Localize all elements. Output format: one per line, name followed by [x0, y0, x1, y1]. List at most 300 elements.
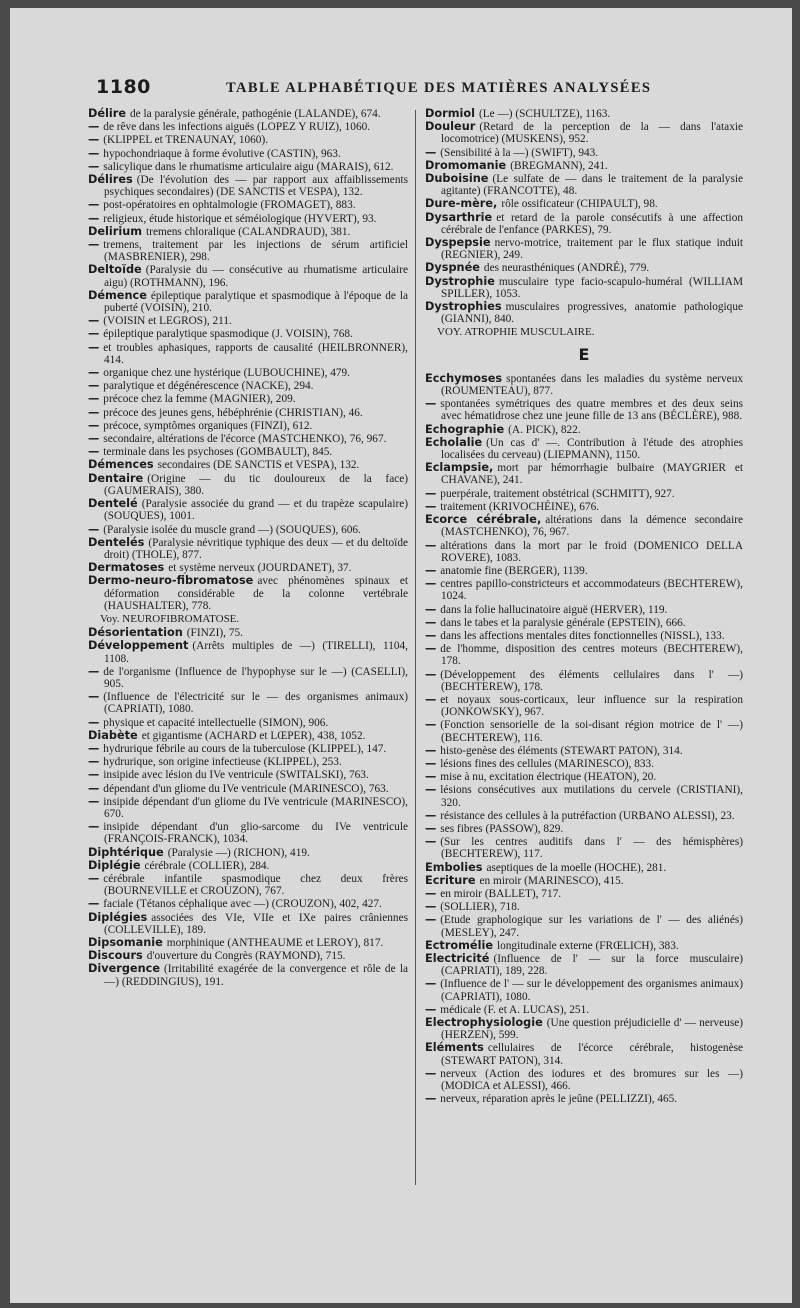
entry-headword: — — [425, 743, 437, 757]
index-entry — [88, 912, 408, 936]
index-entry — [88, 420, 408, 432]
index-entry — [88, 108, 408, 120]
entry-text: (Un cas d' —. Contribution à l'étude des atrophies localisées du cerveau) (LIEPMANN), 1150. — [441, 436, 743, 462]
entry-headword: — — [88, 445, 100, 459]
entry-headword: — — [88, 159, 100, 173]
entry-text: insipide dépendant d'un glio-sarcome du IVe ventricule (FRANÇOIS-FRANCK), 1034. — [103, 821, 408, 846]
entry-headword: Diphtérique — [88, 845, 164, 859]
entry-headword: — — [88, 897, 100, 911]
entry-text: (SOLLIER), 718. — [440, 901, 520, 914]
entry-text: dans la folie hallucinatoire aiguë (HERVER), 119. — [440, 603, 668, 616]
index-entry — [88, 226, 408, 238]
entry-text: musculaire type facio-scapulo-huméral (WILLIAM SPILLER), 1053. — [441, 275, 743, 300]
entry-text: salicylique dans le rhumatisme articulaire aigu (MARAIS), 612. — [103, 160, 394, 173]
entry-headword: Dure-mère, — [425, 197, 498, 211]
entry-text: nerveux (Action des iodures et des bromures sur les —) (MODICA et ALESSI), 466. — [440, 1067, 743, 1093]
index-entry — [88, 575, 408, 612]
entry-headword: — — [88, 379, 100, 393]
index-entry — [425, 940, 743, 952]
entry-text: précoce chez la femme (MAGNIER), 209. — [103, 393, 296, 406]
entry-text: spontanées dans les maladies du système nerveux (ROUMENTEAU), 877. — [441, 372, 743, 398]
entry-text: cérébrale infantile spasmodique chez deux frères (BOURNEVILLE et CROUZON), 767. — [103, 872, 408, 898]
entry-headword: Divergence — [88, 962, 160, 976]
entry-text: (BREGMANN), 241. — [510, 159, 608, 172]
entry-headword: Douleur — [425, 120, 476, 134]
entry-headword: — — [425, 756, 437, 770]
entry-text: de l'homme, disposition des centres moteurs (BECHTEREW), 178. — [440, 643, 743, 668]
index-entry — [425, 978, 743, 1002]
index-entry — [425, 462, 743, 486]
index-entry — [425, 810, 743, 822]
entry-headword: Echolalie — [425, 435, 483, 449]
index-entry — [88, 367, 408, 379]
entry-text: altérations dans la mort par le froid (DOMENICO DELLA ROVERE), 1083. — [440, 539, 743, 564]
entry-text: et retard de la parole consécutifs à une affection cérébrale de l'enfance (PARKES), 79. — [441, 211, 743, 236]
index-entry — [425, 514, 743, 538]
index-entry — [88, 537, 408, 561]
entry-text: mise à nu, excitation électrique (HEATON), 20. — [440, 771, 657, 784]
entry-text: (Paralysie —) (RICHON), 419. — [167, 846, 310, 859]
entry-headword: Ecriture — [425, 873, 476, 887]
entry-headword: Développement — [88, 639, 189, 653]
entry-text: (Sur les centres auditifs dans l' — des hémisphères) (BECHTEREW), 117. — [440, 836, 743, 861]
index-entry — [425, 862, 743, 874]
index-entry — [88, 342, 408, 366]
entry-text: cérébrale (COLLIER), 284. — [144, 859, 270, 872]
entry-text: de l'organisme (Influence de l'hypophyse sur le —) (CASELLI), 905. — [103, 665, 408, 690]
index-entry — [425, 108, 743, 120]
entry-text: tremens, traitement par les injections de sérum artificiel (MASBRENIER), 298. — [103, 239, 408, 264]
index-entry — [425, 398, 743, 422]
entry-headword: — — [425, 667, 437, 681]
entry-headword: Démences — [88, 458, 154, 472]
entry-headword: — — [88, 781, 100, 795]
entry-text: hypochondriaque à forme évolutive (CASTIN), 963. — [103, 147, 341, 160]
entry-headword: Diplégie — [88, 858, 141, 872]
index-entry — [88, 796, 408, 820]
index-entry — [425, 488, 743, 500]
entry-text: de la paralysie générale, pathogénie (LALANDE), 674. — [130, 108, 381, 120]
entry-text: aseptiques de la moelle (HOCHE), 281. — [486, 861, 667, 874]
entry-headword: — — [88, 211, 100, 225]
index-entry — [425, 1068, 743, 1092]
entry-text: dans le tabes et la paralysie générale (EPSTEIN), 666. — [440, 616, 686, 629]
index-entry — [88, 860, 408, 872]
entry-text: d'ouverture du Congrès (RAYMOND), 715. — [146, 950, 346, 963]
index-entry — [425, 1093, 743, 1105]
entry-text: lésions consécutives aux mutilations du cervele (CRISTIANI), 320. — [440, 784, 743, 809]
entry-headword: Discours — [88, 949, 143, 963]
index-entry — [88, 963, 408, 987]
entry-headword: Deltoïde — [88, 263, 142, 277]
entry-headword: Délires — [88, 173, 133, 187]
entry-headword: Démence — [88, 288, 147, 302]
entry-text: épileptique paralytique et spasmodique à l'époque de la puberté (VOISIN), 210. — [104, 289, 408, 315]
entry-headword: — — [425, 538, 437, 552]
index-entry — [88, 873, 408, 897]
index-entry — [88, 498, 408, 522]
index-entry — [88, 213, 408, 225]
entry-headword: — — [425, 886, 437, 900]
index-entry — [88, 473, 408, 497]
entry-text: (Fonction sensorielle de la soi-disant région motrice de l' —) (BECHTEREW), 116. — [440, 719, 743, 744]
index-entry — [425, 719, 743, 743]
entry-text: spontanées symétriques des quatre membres et des deux seins avec hématidrose chez une jeune fille de 13 ans (BÉCLÈRE), 988. — [440, 398, 743, 423]
entry-text: en miroir (MARINESCO), 415. — [479, 874, 624, 887]
entry-headword: Dipsomanie — [88, 936, 163, 949]
index-entry — [88, 717, 408, 729]
index-entry — [88, 393, 408, 405]
index-entry — [88, 937, 408, 949]
entry-headword: — — [88, 314, 100, 328]
entry-headword: Dermo-neuro-fibromatose — [88, 574, 254, 588]
entry-text: (De l'évolution des — par rapport aux affaiblissements psychiques secondaires) (DE SANCTIS et VESPA), 132. — [104, 174, 408, 199]
index-entry — [88, 847, 408, 859]
index-entry — [425, 373, 743, 397]
index-entry — [425, 604, 743, 616]
index-entry — [425, 953, 743, 977]
entry-headword: — — [425, 1066, 437, 1080]
index-entry — [88, 950, 408, 962]
entry-text: et noyaux sous-corticaux, leur influence sur la respiration (JONKOWSKY), 967. — [440, 693, 743, 719]
entry-headword: — — [425, 499, 437, 513]
entry-headword: — — [425, 397, 437, 411]
entry-headword: Electricité — [425, 952, 490, 965]
entry-headword: Dentelés — [88, 535, 145, 549]
entry-text: (Influence de l' — sur le développement des organismes animaux) (CAPRIATI), 1080. — [440, 978, 743, 1003]
index-entry — [425, 694, 743, 718]
entry-headword: Diabète — [88, 728, 138, 742]
entry-headword: — — [88, 405, 100, 419]
entry-headword: Dyspepsie — [425, 236, 491, 250]
index-entry — [425, 301, 743, 325]
index-entry — [425, 1004, 743, 1016]
index-entry — [425, 121, 743, 145]
entry-text: cellulaires de l'écorce cérébrale, histogenèse (STEWART PATON), 314. — [441, 1042, 743, 1067]
entry-text: insipide dépendant d'un gliome du IVe ventricule (MARINESCO), 670. — [103, 795, 408, 820]
entry-text: résistance des cellules à la putréfaction (URBANO ALESSI), 23. — [440, 809, 735, 822]
entry-headword: — — [88, 133, 100, 147]
entry-headword: — — [425, 577, 437, 591]
entry-headword: — — [425, 1002, 437, 1016]
entry-headword: Ecchymoses — [425, 371, 503, 385]
entry-headword: — — [88, 198, 100, 212]
entry-text: hydrurique, son origine infectieuse (KLIPPEL), 253. — [103, 756, 342, 769]
entry-headword: Delirium — [88, 224, 143, 238]
entry-headword: — — [88, 755, 100, 769]
entry-text: (Paralysie du — consécutive au rhumatisme articulaire aigu) (ROTHMANN), 196. — [104, 264, 408, 289]
index-entry — [88, 691, 408, 715]
index-entry — [425, 160, 743, 172]
entry-text: (Paralysie névritique typhique des deux — et du deltoïde droit) (THOLE), 877. — [104, 536, 408, 561]
entry-text: (Etude graphologique sur les variations de l' — des aliénés) (MESLEY), 247. — [440, 914, 743, 939]
index-entry — [88, 407, 408, 419]
entry-text: (Paralysie associée du grand — et du trapèze scapulaire) (SOUQUES), 1001. — [104, 498, 408, 523]
index-entry — [88, 783, 408, 795]
entry-headword: — — [425, 486, 437, 500]
entry-text: post-opératoires en ophtalmologie (FROMAGET), 883. — [103, 199, 356, 212]
index-entry — [88, 199, 408, 211]
entry-headword: — — [425, 642, 437, 656]
entry-text: (FINZI), 75. — [186, 627, 243, 640]
entry-headword: — — [88, 418, 100, 432]
entry-headword: Dentelé — [88, 497, 138, 511]
entry-text: (Irritabilité exagérée de la convergence et rôle de la —) (REDDINGIUS), 191. — [104, 963, 408, 988]
entry-text: dépendant d'un gliome du IVe ventricule (MARINESCO), 763. — [103, 782, 389, 795]
entry-headword: — — [425, 602, 437, 616]
entry-headword: — — [88, 340, 100, 354]
entry-text: (Sensibilité à la —) (SWIFT), 943. — [440, 146, 599, 159]
index-entry — [425, 823, 743, 835]
index-entry — [425, 212, 743, 236]
entry-text: et troubles aphasiques, rapports de causalité (HEILBRONNER), 414. — [103, 341, 408, 366]
running-title: TABLE ALPHABÉTIQUE DES MATIÈRES ANALYSÉES — [226, 80, 652, 96]
index-entry — [425, 424, 743, 436]
entry-headword: Ecorce cérébrale, — [425, 513, 542, 527]
index-entry — [88, 769, 408, 781]
index-entry — [425, 669, 743, 693]
index-entry — [425, 1042, 743, 1066]
index-entry — [88, 524, 408, 536]
entry-headword: — — [425, 615, 437, 629]
index-entry — [88, 239, 408, 263]
cross-reference: VOY. ATROPHIE MUSCULAIRE. — [437, 326, 595, 339]
entry-text: terminale dans les psychoses (GOMBAULT), 845. — [103, 446, 333, 459]
entry-headword: Eléments — [425, 1041, 484, 1055]
entry-text: secondaires (DE SANCTIS et VESPA), 132. — [157, 459, 360, 472]
entry-text: anatomie fine (BERGER), 1139. — [440, 564, 588, 577]
entry-headword: Délire — [88, 107, 127, 120]
entry-headword: — — [88, 715, 100, 729]
entry-headword: — — [425, 718, 437, 732]
entry-headword: — — [425, 821, 437, 835]
index-entry — [425, 888, 743, 900]
entry-headword: — — [88, 820, 100, 834]
entry-text: (Le —) (SCHULTZE), 1163. — [479, 108, 611, 120]
index-entry — [425, 617, 743, 629]
entry-text: (Influence de l'électricité sur le — des organismes animaux) (CAPRIATI), 1080. — [103, 691, 408, 716]
entry-text: (A. PICK), 822. — [508, 423, 581, 436]
page-header — [96, 76, 756, 104]
entry-headword: — — [425, 808, 437, 822]
entry-text: (Origine — du tic douloureux de la face) (GAUMERAIS), 380. — [104, 472, 408, 497]
entry-text: (Arrêts multiples de —) (TIRELLI), 1104, 1108. — [104, 640, 408, 665]
entry-headword: — — [88, 432, 100, 446]
index-entry — [425, 578, 743, 602]
index-entry — [425, 565, 743, 577]
index-entry — [88, 121, 408, 133]
index-entry — [425, 914, 743, 938]
index-entry — [88, 380, 408, 392]
entry-headword: Dromomanie — [425, 158, 507, 172]
index-entry — [88, 756, 408, 768]
index-entry — [88, 134, 408, 146]
entry-text: dans les affections mentales dites fonctionnelles (NISSL), 133. — [440, 629, 725, 642]
entry-text: précoce des jeunes gens, hébéphrénie (CHRISTIAN), 46. — [103, 406, 363, 419]
index-entry — [425, 630, 743, 642]
entry-headword: — — [425, 770, 437, 784]
entry-headword: — — [88, 366, 100, 380]
entry-headword: — — [425, 977, 437, 991]
entry-headword: — — [425, 913, 437, 927]
index-entry — [88, 666, 408, 690]
entry-text: lésions fines des cellules (MARINESCO), 833. — [440, 757, 654, 770]
entry-text: des neurasthéniques (ANDRÉ), 779. — [483, 262, 650, 275]
entry-text: organique chez une hystérique (LUBOUCHINE), 479. — [103, 367, 350, 380]
index-entry — [88, 174, 408, 198]
entry-headword: — — [425, 1092, 437, 1106]
page-number: 1180 — [96, 76, 151, 98]
index-entry — [88, 264, 408, 288]
entry-headword: — — [425, 628, 437, 642]
entry-headword: — — [88, 522, 100, 536]
entry-headword: Dystrophies — [425, 300, 502, 314]
entry-text: en miroir (BALLET), 717. — [440, 887, 562, 900]
index-entry — [425, 147, 743, 159]
entry-text: centres papillo-constricteurs et accommodateurs (BECHTEREW), 1024. — [440, 578, 743, 603]
entry-headword: — — [425, 563, 437, 577]
entry-text: histo-genèse des éléments (STEWART PATON), 314. — [440, 744, 683, 757]
entry-text: morphinique (ANTHEAUME et LEROY), 817. — [166, 937, 384, 949]
entry-headword: — — [425, 692, 437, 706]
entry-headword: — — [88, 741, 100, 755]
entry-text: physique et capacité intellectuelle (SIMON), 906. — [103, 716, 329, 729]
entry-headword: — — [425, 835, 437, 849]
entry-text: ses fibres (PASSOW), 829. — [440, 822, 564, 835]
index-entry — [88, 627, 408, 639]
entry-headword: — — [88, 690, 100, 704]
index-entry — [425, 437, 743, 461]
index-entry — [88, 562, 408, 574]
index-entry — [425, 771, 743, 783]
index-entry — [425, 643, 743, 667]
entry-headword: Ectromélie — [425, 938, 493, 952]
right-column — [425, 108, 743, 1106]
entry-headword: — — [88, 794, 100, 808]
entry-text: (Développement des éléments cellulaires dans l' —) (BECHTEREW), 178. — [440, 668, 743, 693]
entry-text: faciale (Tétanos céphalique avec —) (CROUZON), 402, 427. — [103, 898, 382, 911]
entry-text: (Le sulfate de — dans le traitement de la paralysie agitante) (FRANCOTTE), 48. — [441, 173, 743, 198]
index-entry — [425, 540, 743, 564]
entry-headword: — — [425, 145, 437, 159]
index-entry — [88, 433, 408, 445]
index-entry — [425, 784, 743, 808]
index-entry — [425, 276, 743, 300]
entry-text: rôle ossificateur (CHIPAULT), 98. — [501, 198, 658, 211]
entry-text: (Paralysie isolée du muscle grand —) (SOUQUES), 606. — [103, 523, 361, 536]
index-entry — [425, 237, 743, 261]
entry-text: mort par hémorrhagie bulbaire (MAYGRIER et CHAVANE), 241. — [441, 462, 743, 487]
entry-headword: Dermatoses — [88, 561, 165, 575]
entry-text: (KLIPPEL et TRENAUNAY, 1060). — [103, 134, 269, 147]
index-entry — [88, 161, 408, 173]
entry-text: secondaire, altérations de l'écorce (MASTCHENKO), 76, 967. — [103, 433, 387, 446]
entry-text: médicale (F. et A. LUCAS), 251. — [440, 1003, 590, 1016]
entry-headword: — — [88, 392, 100, 406]
index-entry — [88, 315, 408, 327]
entry-text: associées des VIe, VIIe et IXe paires crâniennes (COLLEVILLE), 189. — [104, 911, 408, 936]
entry-headword: Dysarthrie — [425, 210, 493, 224]
entry-text: hydrurique fébrile au cours de la tuberculose (KLIPPEL), 147. — [103, 742, 387, 755]
entry-headword: — — [88, 768, 100, 782]
entry-text: longitudinale externe (FRŒLICH), 383. — [497, 939, 679, 952]
index-entry — [425, 173, 743, 197]
index-entry — [88, 898, 408, 910]
cross-reference: Voy. NEUROFIBROMATOSE. — [100, 612, 240, 625]
entry-headword: — — [88, 120, 100, 134]
entry-text: (Influence de l' — sur la force musculaire) (CAPRIATI), 189, 228. — [441, 953, 743, 978]
entry-headword: Duboisine — [425, 172, 489, 186]
entry-text: altérations dans la démence secondaire (MASTCHENKO), 76, 967. — [441, 514, 743, 539]
entry-text: traitement (KRIVOCHÉINE), 676. — [440, 500, 600, 513]
index-entry — [425, 875, 743, 887]
entry-headword: Embolies — [425, 860, 483, 874]
index-entry — [425, 501, 743, 513]
index-entry — [425, 745, 743, 757]
index-entry — [88, 730, 408, 742]
entry-text: nervo-motrice, traitement par le flux statique induit (REGNIER), 249. — [441, 237, 743, 262]
entry-text: insipide avec lésion du IVe ventricule (SWITALSKI), 763. — [103, 769, 369, 782]
index-entry — [425, 1017, 743, 1041]
index-entry — [88, 743, 408, 755]
entry-headword: — — [88, 146, 100, 160]
index-entry — [88, 640, 408, 664]
index-entry — [425, 262, 743, 274]
entry-text: (Retard de la perception de la — dans l'ataxie locomotrice) (MUSKENS), 952. — [441, 121, 743, 146]
entry-headword: Eclampsie, — [425, 461, 494, 475]
column-divider — [415, 110, 416, 1185]
index-entry — [88, 290, 408, 314]
entry-headword: Dystrophie — [425, 274, 495, 288]
entry-headword: — — [88, 327, 100, 341]
entry-headword: Dentaire — [88, 471, 144, 485]
entry-text: paralytique et dégénérescence (NACKE), 294. — [103, 380, 314, 393]
entry-text: de rêve dans les infections aiguës (LOPEZ Y RUIZ), 1060. — [103, 121, 371, 134]
entry-text: avec phénomènes spinaux et déformation considérable de la colonne vertébrale (HAUSHALTER), 778. — [104, 575, 408, 612]
entry-text: et gigantisme (ACHARD et LŒPER), 438, 1052. — [141, 729, 366, 742]
index-entry — [88, 328, 408, 340]
entry-text: musculaires progressives, anatomie pathologique (GIANNI), 840. — [441, 301, 743, 326]
entry-headword: Dormiol — [425, 107, 475, 120]
entry-text: (Une question préjudicielle d' — nerveuse) (HERZEN), 599. — [441, 1017, 743, 1042]
entry-headword: — — [88, 871, 100, 885]
index-entry — [425, 836, 743, 860]
entry-text: et système nerveux (JOURDANET), 37. — [168, 562, 352, 575]
entry-headword: Electrophysiologie — [425, 1016, 543, 1030]
section-letter: E — [578, 344, 590, 364]
entry-text: nerveux, réparation après le jeûne (PELLIZZI), 465. — [440, 1093, 678, 1106]
entry-headword: Echographie — [425, 422, 505, 436]
entry-text: (VOISIN et LEGROS), 211. — [103, 315, 232, 328]
entry-text: puerpérale, traitement obstétrical (SCHMITT), 927. — [440, 487, 675, 500]
left-column — [88, 108, 408, 989]
entry-headword: — — [425, 900, 437, 914]
entry-headword: Diplégies — [88, 910, 148, 924]
index-entry — [425, 901, 743, 913]
entry-headword: — — [88, 664, 100, 678]
entry-text: précoce, symptômes organiques (FINZI), 612. — [103, 419, 313, 432]
entry-text: épileptique paralytique spasmodique (J. VOISIN), 768. — [103, 328, 353, 341]
index-entry — [425, 758, 743, 770]
index-entry — [88, 459, 408, 471]
entry-headword: Dyspnée — [425, 261, 480, 275]
entry-headword: — — [88, 238, 100, 252]
index-entry — [88, 821, 408, 845]
index-entry — [425, 198, 743, 210]
entry-text: tremens chloralique (CALANDRAUD), 381. — [146, 225, 351, 238]
entry-text: religieux, étude historique et séméiologique (HYVERT), 93. — [103, 212, 377, 225]
entry-headword: — — [425, 783, 437, 797]
